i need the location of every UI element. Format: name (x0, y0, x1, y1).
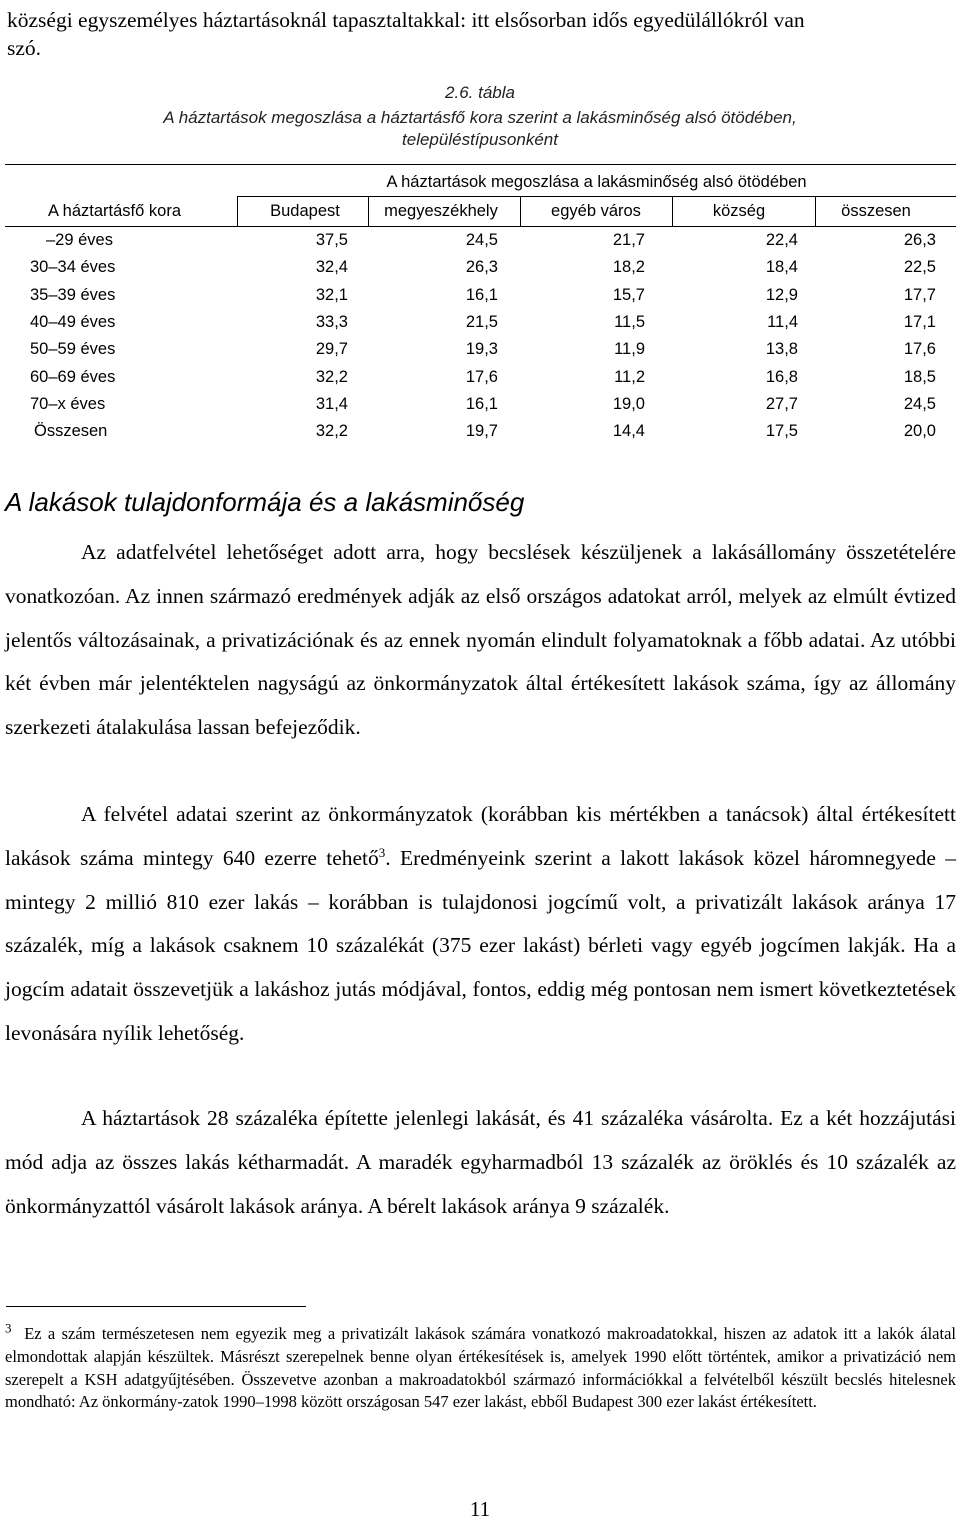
paragraph (5, 793, 956, 1056)
table-cell: 24,5 (465, 231, 498, 249)
table-cell: 26,3 (465, 258, 498, 277)
paragraph-text: A felvétel adatai szerint az önkormányzatok (korábban kis mértékben a tanácsok) által értékesített lakások száma mintegy 640 ezerre tehető (5, 802, 956, 870)
column-divider (672, 197, 673, 226)
table-cell: 21,7 (612, 231, 645, 249)
section-heading: A lakások tulajdonformája és a lakásminőség (5, 487, 525, 517)
table-top-rule (5, 164, 956, 165)
table-cell: 24,5 (903, 394, 936, 413)
table-cell: 29,7 (315, 340, 348, 359)
column-header: összesen (841, 202, 911, 220)
footnote-ref: 3 (378, 844, 386, 860)
table-cell: 32,2 (315, 367, 348, 386)
table-cell: 27,7 (765, 394, 798, 413)
column-header: Budapest (270, 202, 340, 220)
table-cell: 31,4 (315, 394, 348, 413)
table-cell: 19,7 (465, 422, 498, 441)
table-cell: 16,1 (465, 394, 498, 413)
row-label: Összesen (34, 422, 108, 441)
group-rule (237, 196, 956, 197)
paragraph: A háztartások 28 százaléka építette jelenlegi lakását, és 41 százaléka vásárolta. Ez a két hozzájutási mód adja az összes lakás kétharmadát. A maradék egyharmadból 13 százalék az öröklés és 10 százalék az önkormányzattól vásárolt lakások aránya. A bérelt lakások aránya 9 százalék. (5, 1106, 956, 1218)
table-cell: 21,5 (465, 312, 498, 331)
footnote-rule (6, 1306, 306, 1307)
table-cell: 15,7 (612, 285, 645, 304)
row-label: –29 éves (46, 231, 113, 249)
table-cell: 18,2 (612, 258, 645, 277)
table-cell: 32,1 (315, 285, 348, 304)
table-cell: 19,3 (465, 340, 498, 359)
table-cell: 11,2 (614, 367, 645, 386)
table-cell: 18,4 (765, 258, 798, 277)
table-title: A háztartások megoszlása a háztartásfő kora szerint a lakásminőség alsó ötödében, (163, 108, 797, 127)
row-label: 50–59 éves (30, 340, 116, 359)
table-cell: 12,9 (765, 285, 798, 304)
footnote-text: Ez a szám természetesen nem egyezik meg a privatizált lakások számára vonatkozó makroadatokkal, hiszen az adatok itt a lakók álatal elmondottak alapján készültek. Másrészt szerepelnek benne olyan értékesítések is, amelyek 1990 előtt történtek, amikor a privatizáció nem szerepelt a KSH adatgyűjtésében. Összevetve azonban a makroadatokból származó információkkal a felvételből készült becslés hitelesnek mondható: Az önkormány-zatok 1990–1998 között országosan 547 ezer lakást, ebből Budapest 300 ezer lakást értékesített. (5, 1324, 956, 1412)
intro-line-end: szó. (7, 36, 42, 60)
table-cell: 33,3 (315, 312, 348, 331)
table-cell: 26,3 (903, 231, 936, 249)
table-cell: 17,5 (765, 422, 798, 441)
table-cell: 18,5 (903, 367, 936, 386)
table-cell: 22,4 (765, 231, 798, 249)
intro-line: községi egyszemélyes háztartásoknál tapasztaltakkal: itt elsősorban idős egyedülállókról van (7, 8, 805, 32)
table-cell: 19,0 (612, 394, 645, 413)
footnote-mark: 3 (5, 1320, 12, 1336)
table-cell: 11,5 (614, 312, 645, 331)
page-number: 11 (469, 1497, 491, 1521)
row-label: 70–x éves (30, 394, 106, 413)
table-cell: 20,0 (903, 422, 936, 441)
table-cell: 37,5 (315, 231, 348, 249)
table-cell: 16,1 (465, 285, 498, 304)
column-divider (815, 197, 816, 226)
paragraph-text: . Eredményeink szerint a lakott lakások közel háromnegyede – mintegy 2 millió 810 ezer lakás – korábban is tulajdonosi jogcímű volt, a privatizált lakások aránya 17 százalék, míg a lakások csaknem 10 százalékát (375 ezer lakást) bérleti vagy egyéb jogcímen lakják. Ha a jogcím adatait összevetjük a lakáshoz jutás módjával, fontos, eddig még pontosan nem ismert következtetések levonására nyílik lehetőség. (5, 845, 956, 1045)
table-cell: 11,4 (767, 312, 798, 331)
column-divider (237, 197, 238, 226)
column-header: község (712, 202, 766, 220)
header-bottom-rule (5, 226, 956, 227)
column-divider (368, 197, 369, 226)
table-cell: 17,7 (903, 285, 936, 304)
table-cell: 17,6 (903, 340, 936, 359)
row-label: 60–69 éves (30, 367, 116, 386)
table-cell: 22,5 (903, 258, 936, 277)
table-cell: 14,4 (612, 422, 645, 441)
row-label: 30–34 éves (30, 258, 116, 277)
table-cell: 11,9 (614, 340, 645, 359)
footnote (5, 1320, 956, 1414)
row-label: 40–49 éves (30, 312, 116, 331)
column-divider (520, 197, 521, 226)
group-header: A háztartások megoszlása a lakásminőség alsó ötödében (386, 173, 807, 191)
table-cell: 16,8 (765, 367, 798, 386)
table-cell: 32,4 (315, 258, 348, 277)
table-cell: 13,8 (765, 340, 798, 359)
column-header: egyéb város (551, 202, 641, 220)
row-label: 35–39 éves (30, 285, 116, 304)
table-cell: 17,1 (903, 312, 936, 331)
table-cell: 32,2 (315, 422, 348, 441)
table-title-cont: településtípusonként (402, 130, 558, 149)
paragraph: Az adatfelvétel lehetőséget adott arra, hogy becslések készüljenek a lakásállomány összetételére vonatkozóan. Az innen származó eredmények adják az első országos adatokat arról, melyek az elmúlt évtized jelentős változásainak, a privatizációnak és az ennek nyomán elindult folyamatoknak a főbb adatai. Az utóbbi két évben már jelentéktelen nagyságú az önkormányzatok által értékesített lakások száma, így az állomány szerkezeti átalakulása lassan befejeződik. (5, 540, 956, 740)
table-number: 2.6. tábla (445, 83, 515, 102)
column-header: megyeszékhely (384, 202, 498, 220)
table-cell: 17,6 (465, 367, 498, 386)
row-header: A háztartásfő kora (48, 202, 181, 220)
